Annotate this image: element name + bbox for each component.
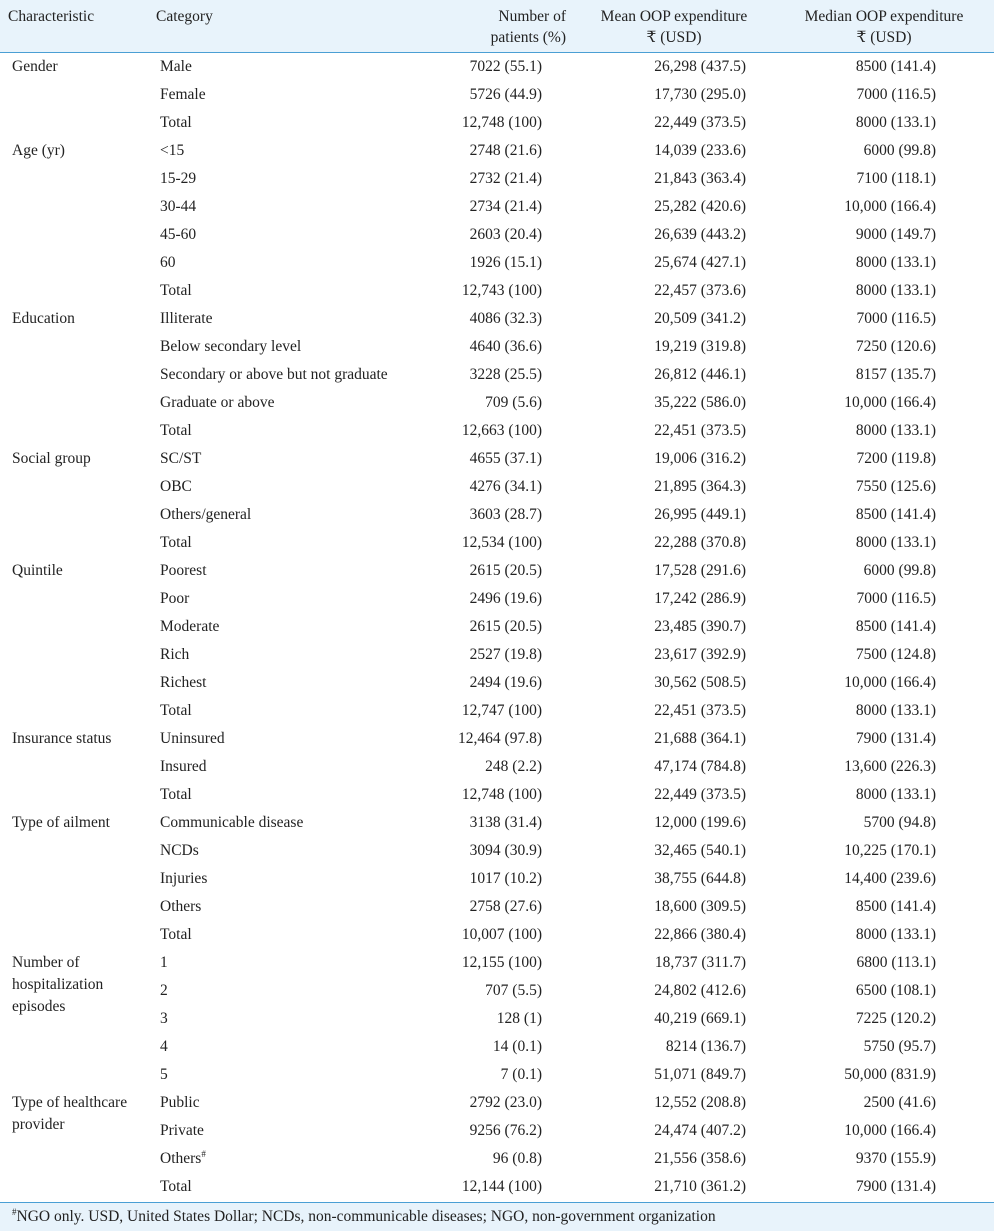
- table-row: [0, 557, 994, 585]
- table-row: [0, 1033, 994, 1061]
- table-row: [0, 305, 994, 333]
- category-cell: Secondary or above but not graduate: [160, 366, 388, 383]
- table-row: [0, 1089, 994, 1117]
- median-cell: 8000 (133.1): [855, 534, 936, 551]
- table-row: [0, 837, 994, 865]
- table-row: [0, 949, 994, 977]
- mean-cell: 17,528 (291.6): [654, 562, 746, 579]
- mean-cell: 25,674 (427.1): [654, 254, 746, 271]
- table-row: [0, 893, 994, 921]
- category-cell: Others: [160, 898, 202, 915]
- category-cell: Illiterate: [160, 310, 213, 327]
- category-cell: 2: [160, 982, 168, 999]
- category-cell: Graduate or above: [160, 394, 275, 411]
- header-row: [0, 0, 994, 53]
- median-cell: 9000 (149.7): [855, 226, 936, 243]
- category-cell: Below secondary level: [160, 338, 302, 355]
- median-cell: 7500 (124.8): [855, 646, 936, 663]
- mean-cell: 8214 (136.7): [665, 1038, 746, 1055]
- mean-cell: 25,282 (420.6): [654, 198, 746, 215]
- category-cell: 30-44: [160, 198, 197, 215]
- category-cell: <15: [160, 142, 185, 159]
- mean-cell: 22,449 (373.5): [654, 114, 746, 131]
- category-cell: NCDs: [160, 842, 199, 859]
- table-row: [0, 921, 994, 949]
- category-cell: 45-60: [160, 226, 197, 243]
- category-cell: 15-29: [160, 170, 197, 187]
- category-cell: Private: [160, 1122, 204, 1139]
- mean-cell: 40,219 (669.1): [654, 1010, 746, 1027]
- table-row: [0, 249, 994, 277]
- table-row: [0, 641, 994, 669]
- table-row: [0, 221, 994, 249]
- table-row: [0, 697, 994, 725]
- mean-cell: 17,730 (295.0): [654, 86, 746, 103]
- median-cell: 10,000 (166.4): [844, 198, 936, 215]
- median-cell: 8000 (133.1): [855, 254, 936, 271]
- median-cell: 6800 (113.1): [856, 954, 936, 971]
- patients-cell: 3094 (30.9): [469, 842, 542, 859]
- table-row: [0, 977, 994, 1005]
- patients-cell: 4655 (37.1): [469, 450, 542, 467]
- category-cell: SC/ST: [160, 450, 202, 467]
- patients-cell: 7 (0.1): [500, 1066, 542, 1083]
- mean-cell: 22,451 (373.5): [654, 422, 746, 439]
- patients-cell: 2732 (21.4): [469, 170, 542, 187]
- median-cell: 7900 (131.4): [855, 730, 936, 747]
- mean-cell: 21,895 (364.3): [654, 478, 746, 495]
- category-cell: Total: [160, 114, 192, 131]
- category-cell: Total: [160, 282, 192, 299]
- patients-cell: 2792 (23.0): [469, 1094, 542, 1111]
- header-median: Median OOP expenditure ₹ (USD): [774, 0, 994, 53]
- mean-cell: 35,222 (586.0): [654, 394, 746, 411]
- patients-cell: 2615 (20.5): [469, 618, 542, 635]
- mean-cell: 23,485 (390.7): [654, 618, 746, 635]
- median-cell: 8500 (141.4): [855, 58, 936, 75]
- patients-cell: 2527 (19.8): [469, 646, 542, 663]
- median-cell: 10,000 (166.4): [844, 674, 936, 691]
- table-row: [0, 109, 994, 137]
- mean-cell: 26,639 (443.2): [654, 226, 746, 243]
- median-cell: 8000 (133.1): [855, 786, 936, 803]
- category-cell: Moderate: [160, 618, 220, 635]
- median-cell: 10,225 (170.1): [844, 842, 936, 859]
- patients-cell: 4086 (32.3): [469, 310, 542, 327]
- characteristic-cell: Gender: [12, 58, 58, 75]
- mean-cell: 19,219 (319.8): [654, 338, 746, 355]
- mean-cell: 21,688 (364.1): [654, 730, 746, 747]
- patients-cell: 12,743 (100): [461, 282, 542, 299]
- median-cell: 7900 (131.4): [855, 1178, 936, 1195]
- patients-cell: 3138 (31.4): [469, 814, 542, 831]
- patients-cell: 5726 (44.9): [469, 86, 542, 103]
- category-cell: Total: [160, 534, 192, 551]
- table-row: [0, 473, 994, 501]
- median-cell: 10,000 (166.4): [844, 1122, 936, 1139]
- characteristic-cell: Type of ailment: [12, 814, 110, 831]
- table-body: [0, 53, 994, 1202]
- category-cell: Communicable disease: [160, 814, 304, 831]
- patients-cell: 2734 (21.4): [469, 198, 542, 215]
- median-cell: 7000 (116.5): [856, 310, 936, 327]
- median-cell: 13,600 (226.3): [844, 758, 936, 775]
- category-cell: OBC: [160, 478, 192, 495]
- category-label: Others: [160, 1150, 202, 1167]
- characteristic-cell: Quintile: [12, 562, 63, 579]
- table-footnote: [0, 1202, 994, 1231]
- patients-cell: 2758 (27.6): [469, 898, 542, 915]
- mean-cell: 21,710 (361.2): [654, 1178, 746, 1195]
- footnote-ref: #: [201, 1148, 206, 1159]
- median-cell: 6000 (99.8): [863, 562, 936, 579]
- table-row: [0, 781, 994, 809]
- median-cell: 10,000 (166.4): [844, 394, 936, 411]
- category-cell: Public: [160, 1094, 200, 1111]
- category-cell: 1: [160, 954, 168, 971]
- mean-cell: 18,600 (309.5): [654, 898, 746, 915]
- table-row: [0, 389, 994, 417]
- category-cell: Poorest: [160, 562, 207, 579]
- patients-cell: 4276 (34.1): [469, 478, 542, 495]
- table-row: [0, 1005, 994, 1033]
- header-characteristic: Characteristic: [0, 0, 148, 53]
- mean-cell: 22,866 (380.4): [654, 926, 746, 943]
- median-cell: 8500 (141.4): [855, 898, 936, 915]
- header-category: Category: [148, 0, 440, 53]
- table-row: [0, 81, 994, 109]
- mean-cell: 18,737 (311.7): [654, 954, 746, 971]
- category-cell: Total: [160, 926, 192, 943]
- median-cell: 8500 (141.4): [855, 506, 936, 523]
- characteristic-cell: Type of healthcare provider: [12, 1094, 128, 1133]
- category-cell: Poor: [160, 590, 190, 607]
- category-cell: Richest: [160, 674, 207, 691]
- table-row: [0, 669, 994, 697]
- patients-cell: 14 (0.1): [492, 1038, 542, 1055]
- patients-cell: 1017 (10.2): [469, 870, 542, 887]
- mean-cell: 30,562 (508.5): [654, 674, 746, 691]
- median-cell: 7250 (120.6): [855, 338, 936, 355]
- patients-cell: 12,155 (100): [461, 954, 542, 971]
- mean-cell: 17,242 (286.9): [654, 590, 746, 607]
- table-row: [0, 529, 994, 557]
- patients-cell: 12,748 (100): [461, 114, 542, 131]
- category-cell: Female: [160, 86, 206, 103]
- patients-cell: 3228 (25.5): [469, 366, 542, 383]
- mean-cell: 24,474 (407.2): [654, 1122, 746, 1139]
- mean-cell: 22,451 (373.5): [654, 702, 746, 719]
- patients-cell: 2615 (20.5): [469, 562, 542, 579]
- patients-cell: 709 (5.6): [485, 394, 542, 411]
- category-cell: Total: [160, 1178, 192, 1195]
- mean-cell: 47,174 (784.8): [654, 758, 746, 775]
- median-cell: 14,400 (239.6): [844, 870, 936, 887]
- table-row: [0, 865, 994, 893]
- table-row: [0, 445, 994, 473]
- patients-cell: 707 (5.5): [485, 982, 542, 999]
- category-cell: Male: [160, 58, 192, 75]
- table-row: [0, 1117, 994, 1145]
- mean-cell: 22,449 (373.5): [654, 786, 746, 803]
- mean-cell: 12,552 (208.8): [654, 1094, 746, 1111]
- median-cell: 5750 (95.7): [863, 1038, 936, 1055]
- table-row: [0, 809, 994, 837]
- category-cell: Insured: [160, 758, 207, 775]
- category-cell: Total: [160, 786, 192, 803]
- median-cell: 5700 (94.8): [863, 814, 936, 831]
- table-row: [0, 193, 994, 221]
- header-patients: Number of patients (%): [440, 0, 574, 53]
- patients-cell: 128 (1): [496, 1010, 542, 1027]
- table-row: [0, 361, 994, 389]
- mean-cell: 26,995 (449.1): [654, 506, 746, 523]
- patients-cell: 12,747 (100): [461, 702, 542, 719]
- footnote-text: NGO only. USD, United States Dollar; NCDs, non-communicable diseases; NGO, non-government organization: [16, 1208, 716, 1225]
- characteristic-cell: Education: [12, 310, 75, 327]
- category-cell: Rich: [160, 646, 190, 663]
- table-row: [0, 53, 994, 82]
- patients-cell: 96 (0.8): [492, 1150, 542, 1167]
- category-cell: Others/general: [160, 506, 252, 523]
- mean-cell: 32,465 (540.1): [654, 842, 746, 859]
- table-row: [0, 277, 994, 305]
- mean-cell: 19,006 (316.2): [654, 450, 746, 467]
- table-row: [0, 725, 994, 753]
- mean-cell: 26,812 (446.1): [654, 366, 746, 383]
- header-mean: Mean OOP expenditure ₹ (USD): [574, 0, 774, 53]
- category-cell: Injuries: [160, 870, 208, 887]
- median-cell: 8000 (133.1): [855, 926, 936, 943]
- patients-cell: 2496 (19.6): [469, 590, 542, 607]
- median-cell: 8500 (141.4): [855, 618, 936, 635]
- patients-cell: 248 (2.2): [485, 758, 542, 775]
- median-cell: 7200 (119.8): [856, 450, 936, 467]
- table-row: [0, 1061, 994, 1089]
- table-row: [0, 137, 994, 165]
- median-cell: 50,000 (831.9): [844, 1066, 936, 1083]
- category-cell: [148, 1145, 440, 1173]
- median-cell: 2500 (41.6): [863, 1094, 936, 1111]
- category-cell: Uninsured: [160, 730, 225, 747]
- median-cell: 7225 (120.2): [855, 1010, 936, 1027]
- category-cell: Total: [160, 702, 192, 719]
- mean-cell: 12,000 (199.6): [654, 814, 746, 831]
- mean-cell: 14,039 (233.6): [654, 142, 746, 159]
- footnote-mark: #: [12, 1206, 17, 1217]
- category-cell: 4: [160, 1038, 168, 1055]
- category-cell: Total: [160, 422, 192, 439]
- mean-cell: 24,802 (412.6): [654, 982, 746, 999]
- median-cell: 8157 (135.7): [855, 366, 936, 383]
- patients-cell: 2748 (21.6): [469, 142, 542, 159]
- characteristic-cell: Social group: [12, 450, 91, 467]
- mean-cell: 38,755 (644.8): [654, 870, 746, 887]
- median-cell: 7000 (116.5): [856, 86, 936, 103]
- characteristic-cell: Number of hospitalization episodes: [12, 954, 104, 1015]
- patients-cell: 2494 (19.6): [469, 674, 542, 691]
- mean-cell: 21,843 (363.4): [654, 170, 746, 187]
- median-cell: 7100 (118.1): [856, 170, 936, 187]
- median-cell: 6500 (108.1): [855, 982, 936, 999]
- table-row: [0, 1145, 994, 1173]
- table-row: [0, 333, 994, 361]
- mean-cell: 23,617 (392.9): [654, 646, 746, 663]
- median-cell: 8000 (133.1): [855, 422, 936, 439]
- median-cell: 8000 (133.1): [855, 114, 936, 131]
- patients-cell: 4640 (36.6): [469, 338, 542, 355]
- median-cell: 6000 (99.8): [863, 142, 936, 159]
- patients-cell: 10,007 (100): [461, 926, 542, 943]
- table-row: [0, 753, 994, 781]
- median-cell: 8000 (133.1): [855, 282, 936, 299]
- patients-cell: 9256 (76.2): [469, 1122, 542, 1139]
- median-cell: 8000 (133.1): [855, 702, 936, 719]
- mean-cell: 51,071 (849.7): [654, 1066, 746, 1083]
- table-row: [0, 417, 994, 445]
- patients-cell: 12,748 (100): [461, 786, 542, 803]
- patients-cell: 12,534 (100): [461, 534, 542, 551]
- patients-cell: 12,464 (97.8): [458, 730, 542, 747]
- patients-cell: 7022 (55.1): [469, 58, 542, 75]
- patients-cell: 12,663 (100): [461, 422, 542, 439]
- mean-cell: 21,556 (358.6): [654, 1150, 746, 1167]
- table-row: [0, 501, 994, 529]
- table-row: [0, 1173, 994, 1201]
- mean-cell: 22,288 (370.8): [654, 534, 746, 551]
- table-row: [0, 165, 994, 193]
- patients-cell: 2603 (20.4): [469, 226, 542, 243]
- characteristic-cell: Age (yr): [12, 142, 65, 159]
- patients-cell: 3603 (28.7): [469, 506, 542, 523]
- mean-cell: 26,298 (437.5): [654, 58, 746, 75]
- characteristic-cell: Insurance status: [12, 730, 112, 747]
- table-row: [0, 585, 994, 613]
- mean-cell: 22,457 (373.6): [654, 282, 746, 299]
- table-row: [0, 613, 994, 641]
- patients-cell: 12,144 (100): [461, 1178, 542, 1195]
- median-cell: 7000 (116.5): [856, 590, 936, 607]
- category-cell: 3: [160, 1010, 168, 1027]
- patients-cell: 1926 (15.1): [469, 254, 542, 271]
- category-cell: 60: [160, 254, 176, 271]
- median-cell: 9370 (155.9): [855, 1150, 936, 1167]
- category-cell: 5: [160, 1066, 168, 1083]
- median-cell: 7550 (125.6): [855, 478, 936, 495]
- mean-cell: 20,509 (341.2): [654, 310, 746, 327]
